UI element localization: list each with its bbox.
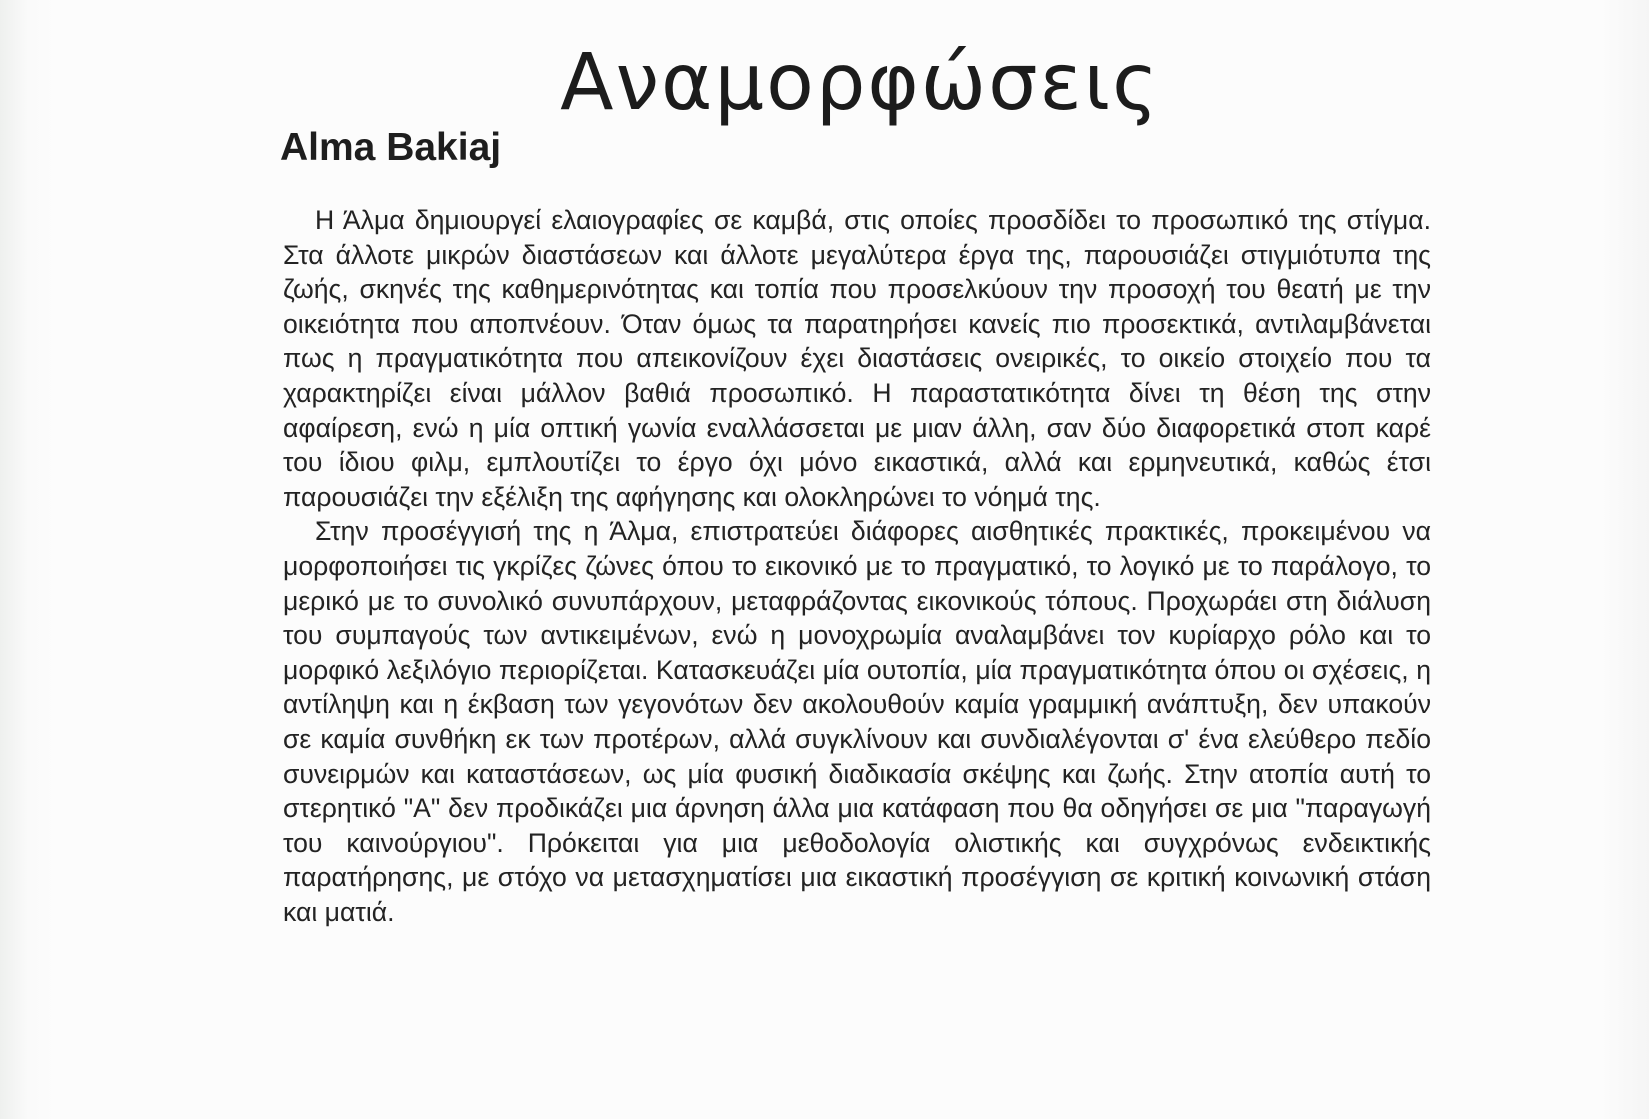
article-body [283,203,1431,929]
author-name: Alma Bakiaj [280,126,502,169]
paragraph-1: Η Άλμα δημιουργεί ελαιογραφίες σε καμβά, στις οποίες προσδίδει το προσωπικό της στίγμα. Στα άλλοτε μικρών διαστάσεων και άλλοτε μεγαλύτερα έργα της, παρουσιάζει στιγμιότυπα της ζωής, σκηνές της καθημερινότητας και τοπία που προσελκύουν την προσοχή του θεατή με την οικειότητα που αποπνέουν. Όταν όμως τα παρατηρήσει κανείς πιο προσεκτικά, αντιλαμβάνεται πως η πραγματικότητα που απεικονίζουν έχει διαστάσεις ονειρικές, το οικείο στοιχείο που τα χαρακτηρίζει είναι μάλλον βαθιά προσωπικό. Η παραστατικότητα δίνει τη θέση της στην αφαίρεση, ενώ η μία οπτική γωνία εναλλάσσεται με μιαν άλλη, σαν δύο διαφορετικά στοπ καρέ του ίδιου φιλμ, εμπλουτίζει το έργο όχι μόνο εικαστικά, αλλά και ερμηνευτικά, καθώς έτσι παρουσιάζει την εξέλιξη της αφήγησης και ολοκληρώνει το νόημά της. [283,205,1431,512]
page-title: Αναμορφώσεις [560,38,1160,128]
paragraph-2: Στην προσέγγισή της η Άλμα, επιστρατεύει διάφορες αισθητικές πρακτικές, προκειμένου να μορφοποιήσει τις γκρίζες ζώνες όπου το εικονικό με το πραγματικό, το λογικό με το παράλογο, το μερικό με το συνολικό συνυπάρχουν, μεταφράζοντας εικονικούς τόπους. Προχωράει στη διάλυση του συμπαγούς των αντικειμένων, ενώ η μονοχρωμία αναλαμβάνει τον κυρίαρχο ρόλο και το μορφικό λεξιλόγιο περιορίζεται. Κατασκευάζει μία ουτοπία, μία πραγματικότητα όπου οι σχέσεις, η αντίληψη και η έκβαση των γεγονότων δεν ακολουθούν καμία γραμμική ανάπτυξη, δεν υπακούν σε καμία συνθήκη εκ των προτέρων, αλλά συγκλίνουν και συνδιαλέγονται σ' ένα ελεύθερο πεδίο συνειρμών και καταστάσεων, ως μία φυσική διαδικασία σκέψης και ζωής. Στην ατοπία αυτή το στερητικό "Α" δεν προδικάζει μια άρνηση άλλα μια κατάφαση που θα οδηγήσει σε μια "παραγωγή του καινούργιου". Πρόκειται για μια μεθοδολογία ολιστικής και συγχρόνως ενδεικτικής παρατήρησης, με στόχο να μετασχηματίσει μια εικαστική προσέγγιση σε κριτική κοινωνική στάση και ματιά. [283,516,1431,927]
